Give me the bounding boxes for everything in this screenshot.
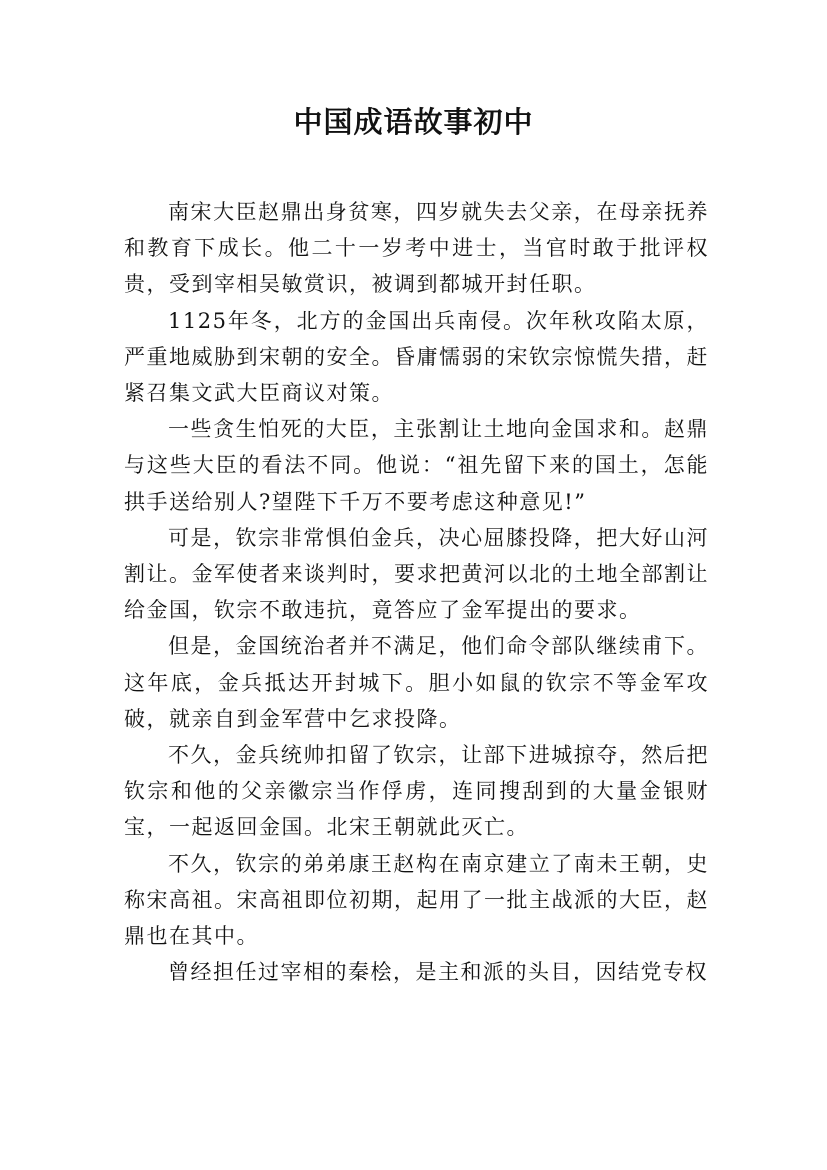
paragraph: 但是，金国统治者并不满足，他们命令部队继续甫下。这年底，金兵抵达开封城下。胆小如鼠的钦宗不等金军攻破，就亲自到金军营中乞求投降。 [124, 634, 709, 731]
document-title: 中国成语故事初中 [293, 105, 534, 139]
paragraph: 1125年冬，北方的金国出兵南侵。次年秋攻陷太原，严重地威胁到宋朝的安全。昏庸懦弱的宋钦宗惊慌失措，赶紧召集文武大臣商议对策。 [124, 308, 709, 406]
paragraph: 可是，钦宗非常惧伯金兵，决心屈膝投降，把大好山河割让。金军使者来谈判时，要求把黄河以北的土地全部割让给金国，钦宗不敢违抗，竟答应了金军提出的要求。 [124, 525, 709, 623]
paragraph: 一些贪生怕死的大臣，主张割让土地向金国求和。赵鼎与这些大臣的看法不同。他说：“祖先留下来的国土，怎能拱手送给别人?望陛下千万不要考虑这种意见!” [124, 417, 709, 514]
paragraph: 曾经担任过宰相的秦桧，是主和派的头目，因结党专权 [168, 960, 708, 985]
paragraph: 不久，金兵统帅扣留了钦宗，让部下进城掠夺，然后把钦宗和他的父亲徽宗当作俘虏，连同搜刮到的大量金银财宝，一起返回金国。北宋王朝就此灭亡。 [124, 743, 709, 840]
paragraph: 不久，钦宗的弟弟康王赵构在南京建立了南未王朝，史称宋高祖。宋高祖即位初期，起用了一批主战派的大臣，赵鼎也在其中。 [124, 851, 709, 949]
document-body [124, 194, 709, 990]
paragraph: 南宋大臣赵鼎出身贫寒，四岁就失去父亲，在母亲抚养和教育下成长。他二十一岁考中进士，当官时敢于批评权贵，受到宰相吴敏赏识，被调到都城开封任职。 [124, 200, 709, 297]
